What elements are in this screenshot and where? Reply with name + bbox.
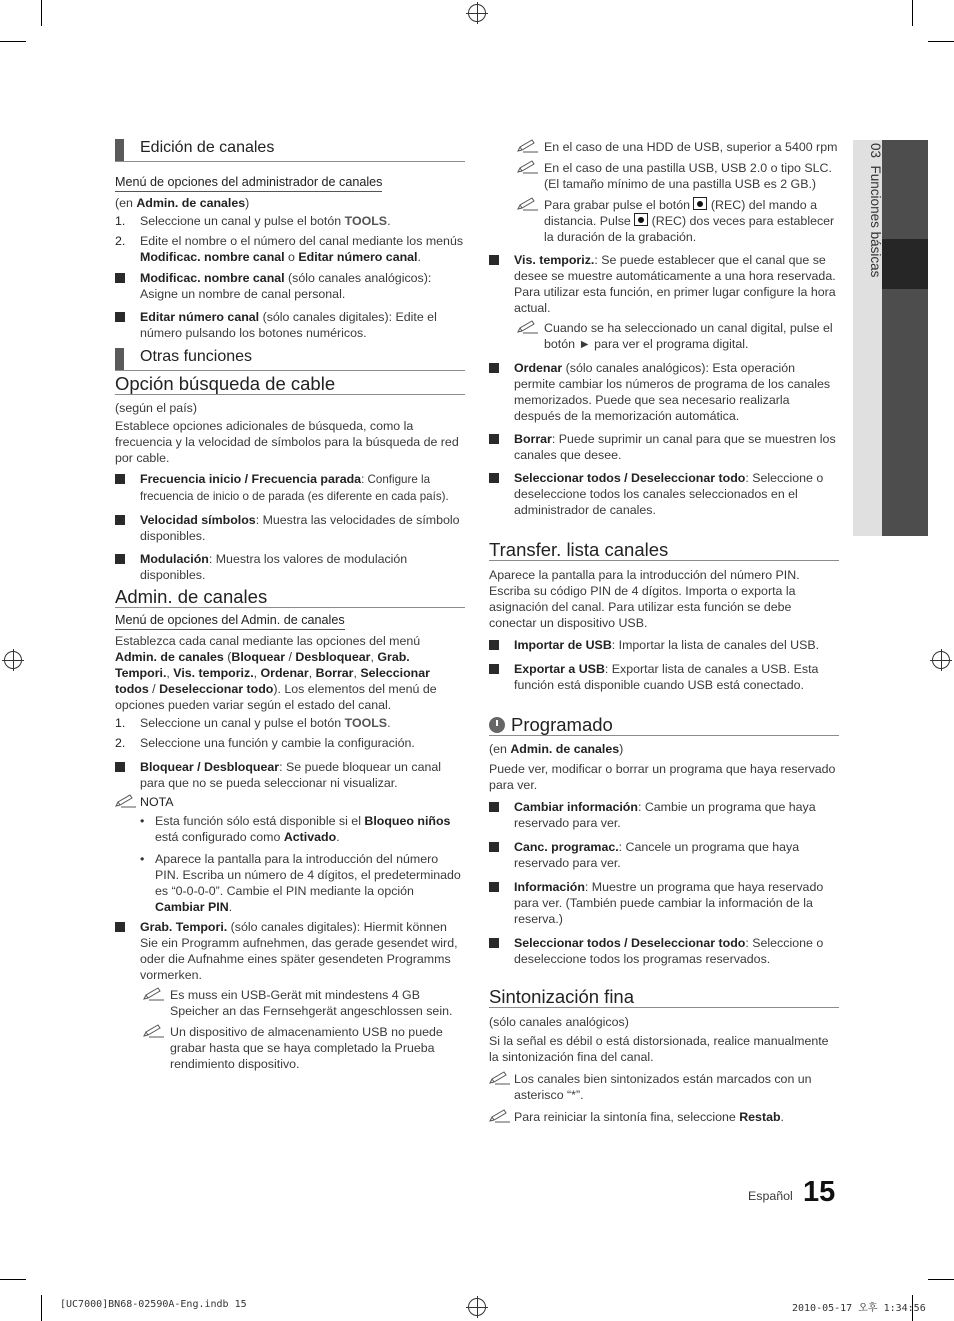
bullet-vis-temporiz: Vis. temporiz.: Se puede establecer que el canal que se desee se muestre automáticamente a una hora reservada. Para utilizar esta función, en primer lugar configure la hora actual.: [489, 252, 839, 316]
programado-bullet-seleccionar: Seleccionar todos / Deseleccionar todo: Seleccione o deseleccione todos los programas reservados.: [489, 935, 839, 967]
note-pencil-icon: [115, 794, 137, 808]
edicion-heading: Edición de canales: [115, 139, 465, 162]
programado-bullet-informacion: Información: Muestre un programa que haya reservado para ver. (También puede cambiar la información de la reserva.): [489, 879, 839, 927]
admin-grab-note-1: Es muss ein USB-Gerät mit mindestens 4 GB Speicher an das Fernsehgerät angeschlossen sein.: [140, 987, 465, 1019]
edicion-menu-title: Menú de opciones del administrador de canales: [115, 174, 382, 192]
transfer-bullet-importar: Importar de USB: Importar la lista de canales del USB.: [489, 637, 839, 653]
transfer-description: Aparece la pantalla para la introducción del número PIN. Escriba su código PIN de 4 dígitos. Importa o exporta la asignación del canal. Para utilizar esta función se debe conectar un dispositivo USB.: [489, 568, 800, 630]
admin-nota-item-1: • Esta función sólo está disponible si el Bloqueo niños está configurado como Activado.: [140, 813, 465, 845]
registration-mark-icon: [468, 4, 486, 22]
admin-nota-item-2: • Aparece la pantalla para la introducción del número PIN. Escriba un número de 4 dígitos, el predeterminado es “0-0-0-0”. Cambie el PIN mediante la opción Cambiar PIN.: [140, 851, 465, 915]
grab-note-pastilla: En el caso de una pastilla USB, USB 2.0 o tipo SLC. (El tamaño mínimo de una pastilla USB es 2 GB.): [514, 160, 839, 192]
admin-bullet-bloquear: Bloquear / Desbloquear: Se puede bloquear un canal para que no se pueda seleccionar ni visualizar.: [115, 759, 465, 791]
programado-bullet-cancelar: Canc. programac.: Cancele un programa que haya reservado para ver.: [489, 839, 839, 871]
admin-bullet-grab: Grab. Tempori. (sólo canales digitales): Hiermit können Sie ein Programm aufnehmen, das gerade gesendet wird, oder die Aufnahme eines später gesendeten Programms vormerken.: [115, 919, 465, 983]
rec-button-icon: [693, 197, 707, 210]
clock-icon: [489, 717, 505, 733]
otras-heading: Otras funciones: [115, 348, 465, 371]
note-pencil-icon: [489, 1071, 511, 1085]
rec-button-icon: [634, 213, 648, 226]
admin-step-1: 1. Seleccione un canal y pulse el botón TOOLS.: [115, 716, 391, 730]
opcion-description: Establece opciones adicionales de búsqueda, como la frecuencia y la velocidad de símbolos para la búsqueda de red por cable.: [115, 419, 459, 465]
opcion-bullet-modulacion: Modulación: Muestra los valores de modulación disponibles.: [115, 551, 465, 583]
admin-heading: Admin. de canales: [115, 589, 465, 608]
vis-temporiz-note: Cuando se ha seleccionado un canal digital, pulse el botón ► para ver el programa digital.: [514, 320, 839, 352]
sintonia-description: Si la señal es débil o está distorsionada, realice manualmente la sintonización fina del canal.: [489, 1034, 829, 1064]
sintonia-subtitle: (sólo canales analógicos): [489, 1015, 629, 1029]
admin-menu-title: Menú de opciones del Admin. de canales: [115, 612, 345, 630]
opcion-country-note: (según el país): [115, 401, 197, 415]
crop-mark: [0, 1279, 26, 1280]
grab-note-rec: Para grabar pulse el botón (REC) del mando a distancia. Pulse (REC) dos veces para establecer la duración de la grabación.: [514, 197, 839, 245]
edicion-step-2: 2. Edite el nombre o el número del canal mediante los menús Modificac. nombre canal o Editar número canal.: [115, 234, 464, 264]
programado-description: Puede ver, modificar o borrar un programa que haya reservado para ver.: [489, 762, 836, 792]
footer-file: [UC7000]BN68-02590A-Eng.indb 15: [60, 1299, 247, 1310]
crop-mark: [0, 41, 26, 42]
language-label: Español: [748, 1189, 793, 1203]
edicion-location: (en Admin. de canales): [115, 196, 250, 210]
admin-description: Establezca cada canal mediante las opciones del menú Admin. de canales (Bloquear / Desbloquear, Grab. Tempori., Vis. temporiz., Ordenar, Borrar, Seleccionar todos / Deseleccionar todo). Los elementos del menú de opciones pueden variar según el estado del canal.: [115, 634, 437, 712]
registration-mark-icon: [932, 651, 950, 669]
footer-timestamp: 2010-05-17 오후 1:34:56: [792, 1303, 926, 1314]
bullet-borrar: Borrar: Puede suprimir un canal para que se muestren los canales que desee.: [489, 431, 839, 463]
crop-mark: [41, 0, 42, 26]
programado-location: (en Admin. de canales): [489, 742, 624, 756]
crop-mark: [928, 41, 954, 42]
admin-grab-note-2: Un dispositivo de almacenamiento USB no puede grabar hasta que se haya completado la Prueba rendimiento dispositivo.: [140, 1024, 465, 1072]
grab-note-hdd: En el caso de una HDD de USB, superior a 5400 rpm: [514, 139, 839, 155]
sintonia-note-2: Para reiniciar la sintonía fina, seleccione Restab.: [489, 1109, 839, 1125]
opcion-heading: Opción búsqueda de cable: [115, 376, 465, 395]
admin-step-2: 2. Seleccione una función y cambie la configuración.: [115, 736, 415, 750]
crop-mark: [912, 0, 913, 26]
note-pencil-icon: [517, 139, 539, 153]
note-pencil-icon: [517, 320, 539, 334]
programado-bullet-cambiar: Cambiar información: Cambie un programa que haya reservado para ver.: [489, 799, 839, 831]
sintonia-note-1: Los canales bien sintonizados están marcados con un asterisco “*”.: [489, 1071, 839, 1103]
bullet-seleccionar: Seleccionar todos / Deseleccionar todo: Seleccione o deseleccione todos los canales seleccionados en el administrador de canales.: [489, 470, 839, 518]
opcion-bullet-frecuencia: Frecuencia inicio / Frecuencia parada: Configure la frecuencia de inicio o de parada (es diferente en cada país).: [115, 471, 465, 505]
crop-mark: [41, 1295, 42, 1321]
programado-heading: Programado: [489, 717, 839, 736]
chapter-tab-label: 03 Funciones básicas: [868, 143, 883, 278]
right-column: [489, 139, 839, 1125]
registration-mark-icon: [4, 651, 22, 669]
note-pencil-icon: [517, 160, 539, 174]
registration-mark-icon: [468, 1298, 486, 1316]
edicion-bullet-numero: Editar número canal (sólo canales digitales): Edite el número pulsando los botones numéricos.: [115, 309, 465, 341]
transfer-heading: Transfer. lista canales: [489, 542, 839, 561]
left-column: [115, 139, 465, 1072]
bullet-ordenar: Ordenar (sólo canales analógicos): Esta operación permite cambiar los números de programa de los canales memorizados. Puede que sea necesario realizarla después de la memorización automática.: [489, 360, 839, 424]
edicion-bullet-nombre: Modificac. nombre canal (sólo canales analógicos): Asigne un nombre de canal personal.: [115, 270, 465, 302]
page-number: 15: [803, 1176, 836, 1208]
note-pencil-icon: [143, 987, 165, 1001]
note-pencil-icon: [143, 1024, 165, 1038]
note-pencil-icon: [517, 197, 539, 211]
edicion-step-1: 1. Seleccione un canal y pulse el botón TOOLS.: [115, 214, 391, 228]
crop-mark: [928, 1279, 954, 1280]
sintonia-heading: Sintonización fina: [489, 989, 839, 1008]
transfer-bullet-exportar: Exportar a USB: Exportar lista de canales a USB. Esta función está disponible cuando USB está conectado.: [489, 661, 839, 693]
admin-nota: NOTA: [115, 794, 465, 810]
note-pencil-icon: [489, 1109, 511, 1123]
opcion-bullet-velocidad: Velocidad símbolos: Muestra las velocidades de símbolo disponibles.: [115, 512, 465, 544]
